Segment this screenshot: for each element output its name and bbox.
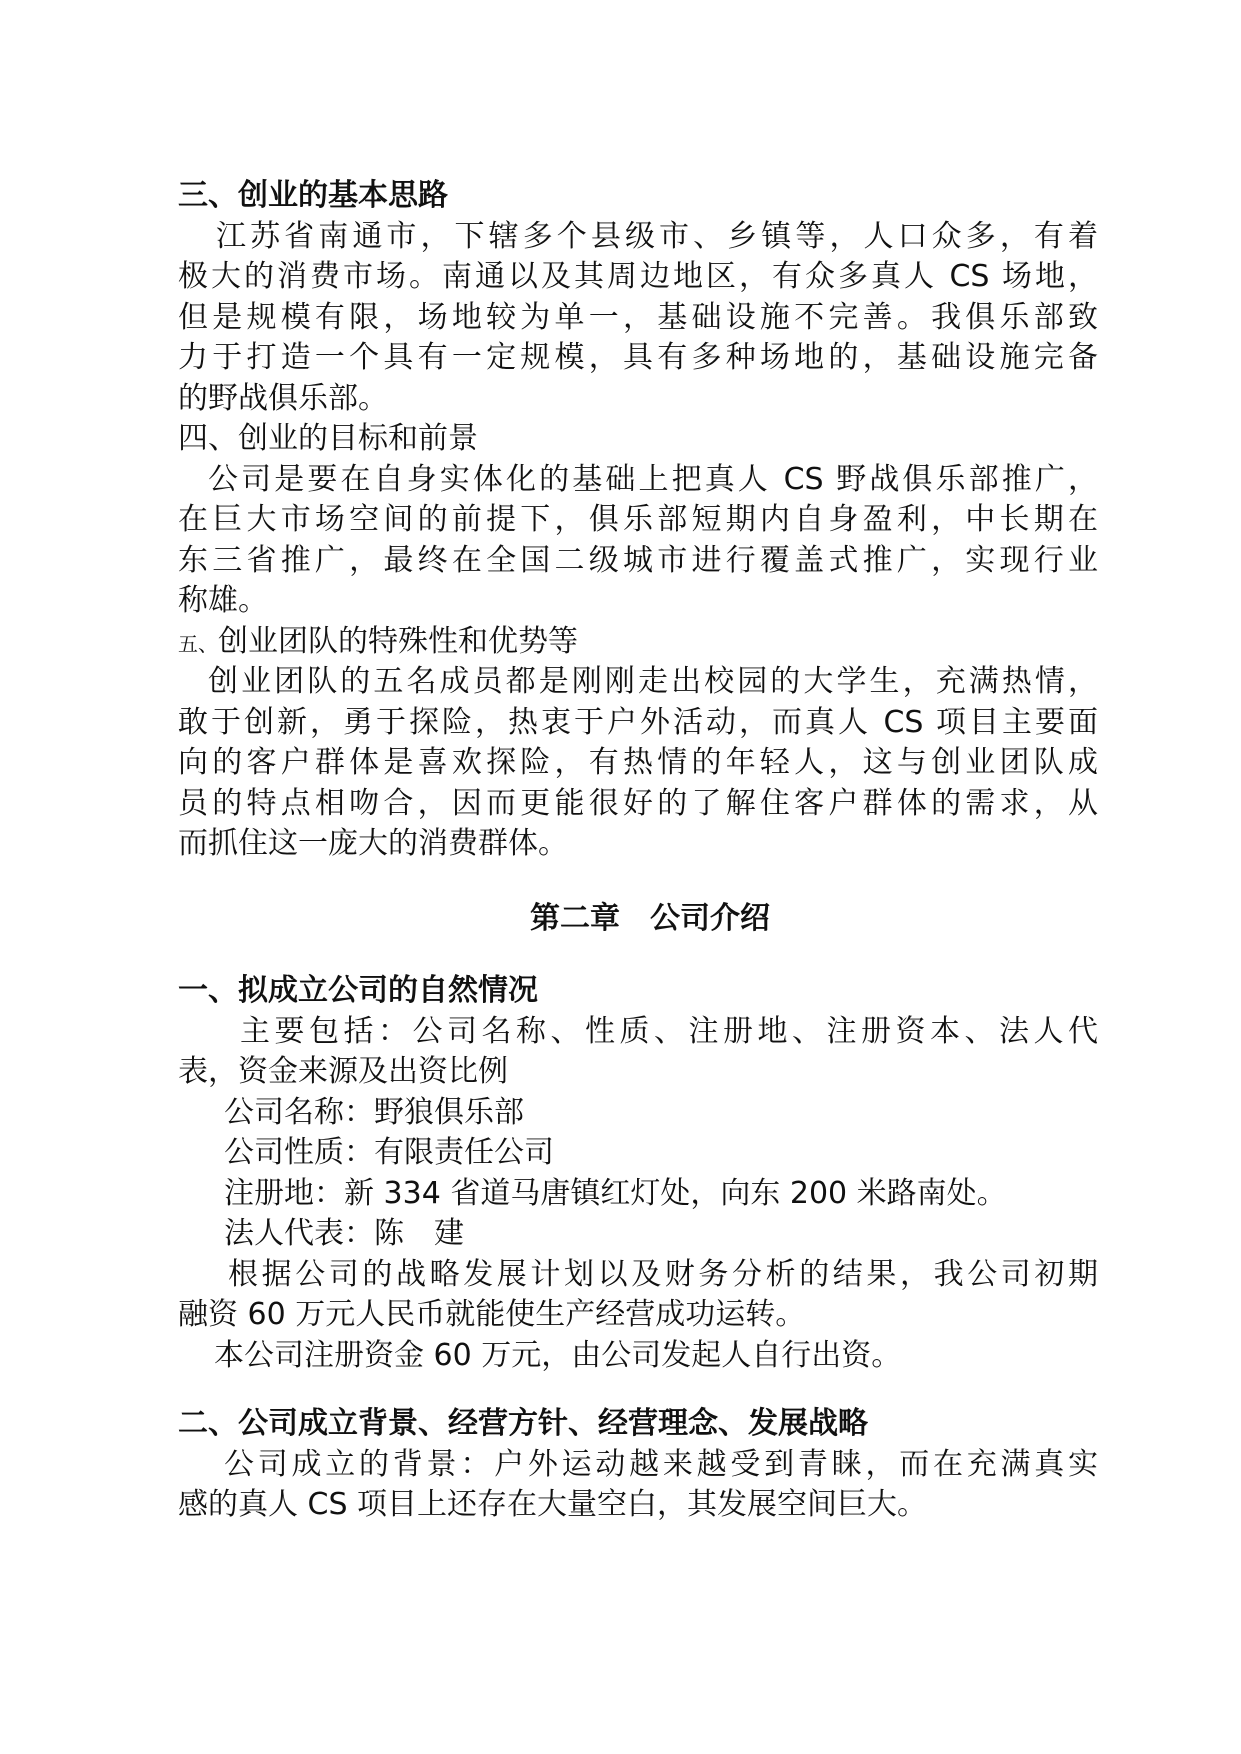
paragraph-line: 的野战俱乐部。 bbox=[178, 380, 388, 416]
company-name: 公司名称：野狼俱乐部 bbox=[224, 1094, 524, 1130]
chapter-title: 第二章 公司介绍 bbox=[530, 900, 770, 936]
section-heading: 四、创业的目标和前景 bbox=[178, 421, 478, 456]
paragraph-line: 在巨大市场空间的前提下，俱乐部短期内自身盈利，中长期在 bbox=[178, 502, 1098, 537]
paragraph-line: 但是规模有限，场地较为单一，基础设施不完善。我俱乐部致 bbox=[178, 299, 1098, 335]
section-heading bbox=[178, 622, 1098, 663]
paragraph-line: 力于打造一个具有一定规模，具有多种场地的，基础设施完备 bbox=[178, 340, 1098, 375]
paragraph-line: 东三省推广，最终在全国二级城市进行覆盖式推广，实现行业 bbox=[178, 542, 1098, 578]
registration-address: 注册地：新 334 省道马唐镇红灯处，向东 200 米路南处。 bbox=[224, 1175, 1007, 1211]
paragraph-line: 江苏省南通市，下辖多个县级市、乡镇等，人口众多，有着 bbox=[216, 218, 1098, 254]
paragraph-line: 创业团队的五名成员都是刚刚走出校园的大学生，充满热情， bbox=[208, 664, 1098, 699]
paragraph-line: 根据公司的战略发展计划以及财务分析的结果，我公司初期 bbox=[228, 1256, 1098, 1292]
section-heading-text: 创业团队的特殊性和优势等 bbox=[218, 623, 578, 659]
paragraph-line: 融资 60 万元人民币就能使生产经营成功运转。 bbox=[178, 1297, 806, 1332]
paragraph-line: 称雄。 bbox=[178, 583, 268, 618]
paragraph-line: 公司成立的背景：户外运动越来越受到青睐，而在充满真实 bbox=[224, 1446, 1098, 1482]
section-heading: 二、公司成立背景、经营方针、经营理念、发展战略 bbox=[178, 1406, 868, 1441]
section-number: 五、 bbox=[178, 631, 218, 656]
company-type: 公司性质：有限责任公司 bbox=[224, 1135, 554, 1170]
paragraph-line: 敢于创新，勇于探险，热衷于户外活动，而真人 CS 项目主要面 bbox=[178, 704, 1098, 740]
paragraph-line: 而抓住这一庞大的消费群体。 bbox=[178, 826, 568, 861]
section-heading: 三、创业的基本思路 bbox=[178, 178, 448, 213]
paragraph-line: 主要包括：公司名称、性质、注册地、注册资本、法人代 bbox=[240, 1013, 1098, 1049]
registered-capital: 本公司注册资金 60 万元，由公司发起人自行出资。 bbox=[214, 1337, 902, 1373]
paragraph-line: 员的特点相吻合，因而更能很好的了解住客户群体的需求，从 bbox=[178, 785, 1098, 821]
paragraph-line: 感的真人 CS 项目上还存在大量空白，其发展空间巨大。 bbox=[178, 1487, 928, 1522]
section-heading: 一、拟成立公司的自然情况 bbox=[178, 973, 538, 1008]
paragraph-line: 极大的消费市场。南通以及其周边地区，有众多真人 CS 场地， bbox=[178, 259, 1098, 294]
paragraph-line: 公司是要在自身实体化的基础上把真人 CS 野战俱乐部推广， bbox=[208, 461, 1098, 497]
legal-representative: 法人代表：陈 建 bbox=[224, 1216, 464, 1251]
paragraph-line: 表，资金来源及出资比例 bbox=[178, 1054, 508, 1089]
document-page bbox=[178, 176, 1098, 1526]
paragraph-line: 向的客户群体是喜欢探险，有热情的年轻人，这与创业团队成 bbox=[178, 745, 1098, 780]
